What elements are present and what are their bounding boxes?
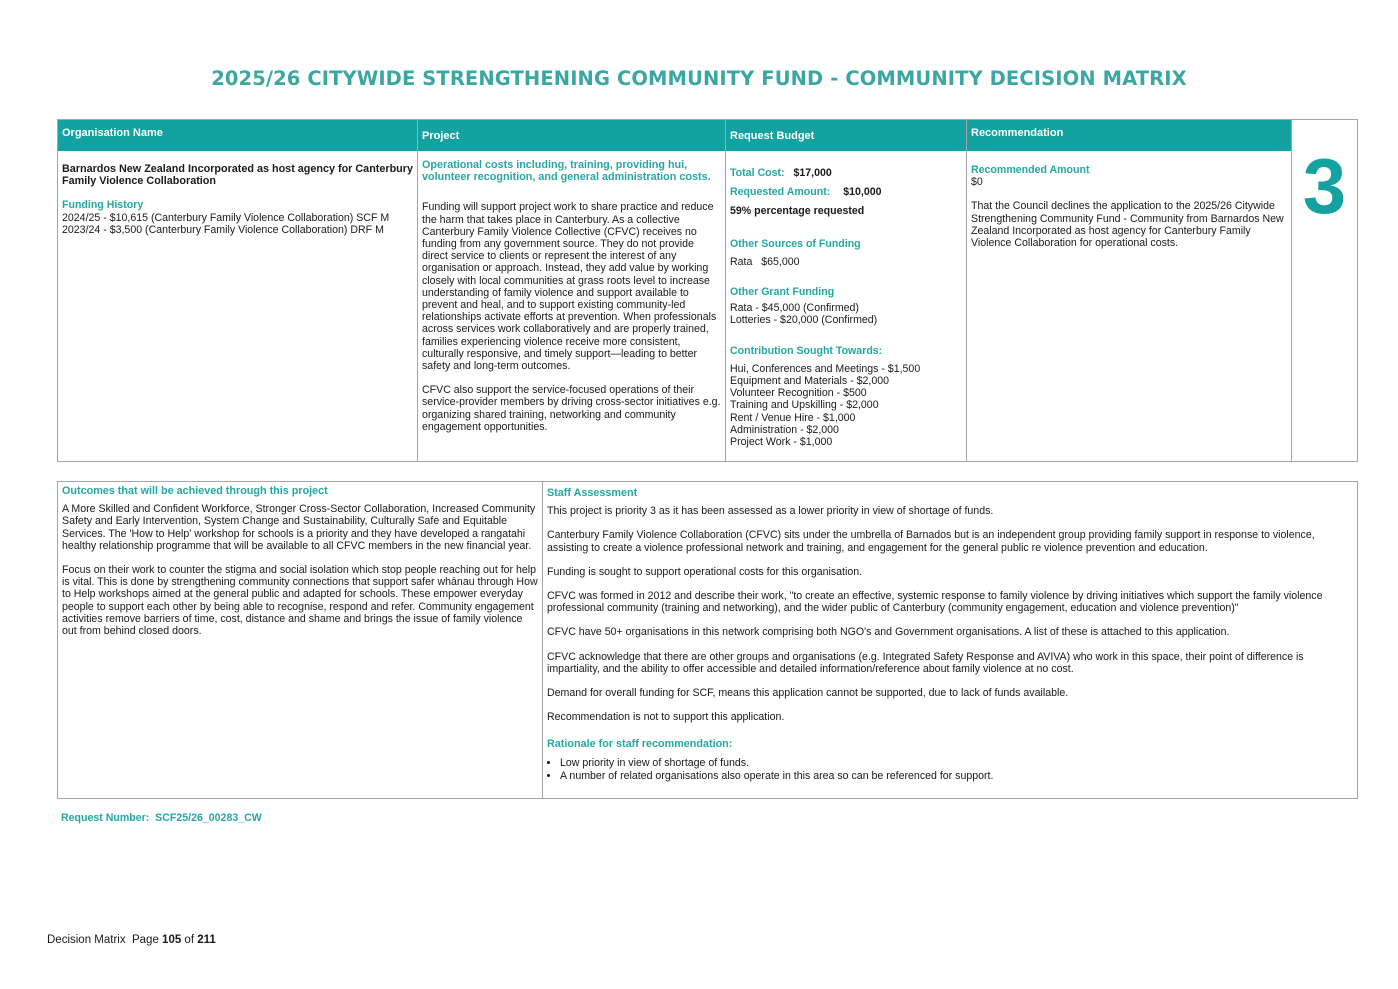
- funding-history-label: Funding History: [62, 199, 144, 212]
- budget-column: [726, 120, 967, 461]
- assessment-paragraph: CFVC acknowledge that there are other groups and organisations (e.g. Integrated Safety Response and AVIVA) who work in this space, their point of difference is impartiality, and the ability to offer accessible and detailed information/reference about family violence at no cost.: [547, 650, 1304, 675]
- project-summary: Operational costs including, training, providing hui, volunteer recognition, and general administration costs.: [422, 159, 711, 184]
- recommended-amount-label: Recommended Amount: [971, 164, 1090, 176]
- staff-assessment-label: Staff Assessment: [547, 487, 638, 499]
- decision-matrix-table: [57, 119, 1358, 462]
- assessment-paragraph: Demand for overall funding for SCF, means this application cannot be supported, due to lack of funds available.: [547, 687, 1069, 700]
- other-grant-item: Rata - $45,000 (Confirmed): [730, 302, 859, 315]
- recommendation-column: [967, 120, 1292, 461]
- outcomes-panel: [58, 482, 543, 798]
- assessment-paragraph: This project is priority 3 as it has been assessed as a lower priority in view of shortage of funds.: [547, 505, 994, 518]
- footer-page-number: 105: [162, 934, 182, 946]
- contribution-item: Project Work - $1,000: [730, 436, 833, 449]
- priority-column: [1292, 120, 1357, 461]
- total-cost-value: $17,000: [793, 167, 832, 179]
- other-sources-label: Other Sources of Funding: [730, 237, 861, 250]
- rationale-item: • Low priority in view of shortage of funds.: [560, 757, 1353, 769]
- page-footer: [47, 934, 216, 946]
- footer-total-pages: 211: [197, 934, 216, 946]
- requested-amount-value: $10,000: [843, 186, 882, 199]
- other-grant-item: Lotteries - $20,000 (Confirmed): [730, 314, 878, 327]
- contribution-label: Contribution Sought Towards:: [730, 344, 883, 357]
- rationale-item: • A number of related organisations also operate in this area so can be referenced for support.: [560, 770, 1353, 782]
- contribution-item: Training and Upskilling - $2,000: [730, 399, 879, 412]
- page-title: 2025/26 CITYWIDE STRENGTHENING COMMUNITY FUND - COMMUNITY DECISION MATRIX: [211, 67, 1187, 90]
- contribution-item: Volunteer Recognition - $500: [730, 387, 867, 400]
- assessment-section: [57, 481, 1358, 799]
- request-number: Request Number: SCF25/26_00283_CW: [61, 812, 262, 824]
- project-column: [418, 120, 726, 461]
- assessment-paragraph: Canterbury Family Violence Collaboration (CFVC) sits under the umbrella of Barnados but is an independent group providing family support in response to violence, assisting to create a violence professional network and training, and engagement for the general public re violence prevention and education.: [547, 529, 1315, 554]
- project-description: Funding will support project work to share practice and reduce the harm that takes place in Canterbury. As a collective Canterbury Family Violence Collective (CFVC) receives no funding from any government source. They do not provide direct service to clients or represent the interest of any organisation or approach. Instead, they add value by working closely with local communities at grass roots level to increase understanding of family violence and support available to prevent and heal, and to support existing community-led relationships activate efforts at prevention. When professionals across services work collaboratively and are properly trained, families experiencing violence receive more consistent, culturally responsive, and timely support—leading to better safety and long-term outcomes.: [422, 201, 717, 373]
- project-description: CFVC also support the service-focused operations of their service-provider members by driving cross-sector initiatives e.g. organizing shared training, networking and community engagement opportunities.: [422, 384, 721, 433]
- recommendation-header: Recommendation: [967, 120, 1291, 151]
- organisation-name: Barnardos New Zealand Incorporated as host agency for Canterbury Family Violence Collaboration: [62, 163, 413, 188]
- priority-number: 3: [1302, 142, 1347, 230]
- total-cost-label: Total Cost:: [730, 167, 785, 179]
- contribution-item: Hui, Conferences and Meetings - $1,500: [730, 362, 921, 375]
- other-sources-value: Rata $65,000: [730, 255, 800, 268]
- recommendation-text: That the Council declines the application to the 2025/26 Citywide Strengthening Community Fund - Community from Barnardos New Zealand Incorporated as host agency for Canterbury Family Violence Collaboration for operational costs.: [971, 200, 1284, 250]
- contribution-item: Rent / Venue Hire - $1,000: [730, 411, 856, 424]
- rationale-label: Rationale for staff recommendation:: [547, 738, 733, 751]
- organisation-column: [58, 120, 418, 461]
- contribution-item: Administration - $2,000: [730, 423, 839, 436]
- outcomes-paragraph: Focus on their work to counter the stigma and social isolation which stop people reaching out for help is vital. This is done by strengthening community connections that support safer whānau through How to Help workshops aimed at the general public and adapted for schools. These empower everyday people to support each other by being able to recognise, respond and refer. Community engagement activities remove barriers of time, cost, distance and shame and brings the issue of family violence out from behind closed doors.: [62, 564, 538, 638]
- staff-assessment-panel: [543, 482, 1357, 798]
- rationale-list: [547, 757, 1353, 782]
- project-header: Project: [418, 120, 725, 151]
- outcomes-paragraph: A More Skilled and Confident Workforce, Stronger Cross-Sector Collaboration, Increased Community Safety and Early Intervention, System Change and Sustainability, Culturally Safe and Equitable Services. The 'How to Help' workshop for schools is a priority and they have developed a rangatahi healthy relationship programme that will be available to all CFVC members in the new financial year.: [62, 503, 536, 552]
- footer-of: of: [181, 934, 198, 946]
- assessment-paragraph: CFVC was formed in 2012 and describe their work, "to create an effective, systemic response to family violence by driving initiatives which support the family violence professional community (training and networking), and the wider public of Canterbury (community engagement, education and violence prevention)": [547, 590, 1323, 615]
- percentage-requested: 59% percentage requested: [730, 205, 865, 218]
- assessment-paragraph: CFVC have 50+ organisations in this network comprising both NGO's and Government organisations. A list of these is attached to this application.: [547, 626, 1230, 639]
- requested-amount-label: Requested Amount:: [730, 186, 831, 199]
- outcomes-label: Outcomes that will be achieved through this project: [62, 485, 328, 497]
- footer-prefix: Decision Matrix Page: [47, 934, 163, 946]
- budget-header: Request Budget: [726, 120, 966, 151]
- contribution-item: Equipment and Materials - $2,000: [730, 375, 889, 388]
- funding-history-item: 2024/25 - $10,615 (Canterbury Family Violence Collaboration) SCF M: [62, 211, 390, 224]
- recommended-amount-value: $0: [971, 176, 983, 189]
- funding-history-item: 2023/24 - $3,500 (Canterbury Family Violence Collaboration) DRF M: [62, 223, 384, 236]
- organisation-header: Organisation Name: [58, 120, 417, 151]
- assessment-paragraph: Recommendation is not to support this application.: [547, 711, 785, 724]
- other-grant-label: Other Grant Funding: [730, 286, 835, 299]
- assessment-paragraph: Funding is sought to support operational costs for this organisation.: [547, 565, 863, 578]
